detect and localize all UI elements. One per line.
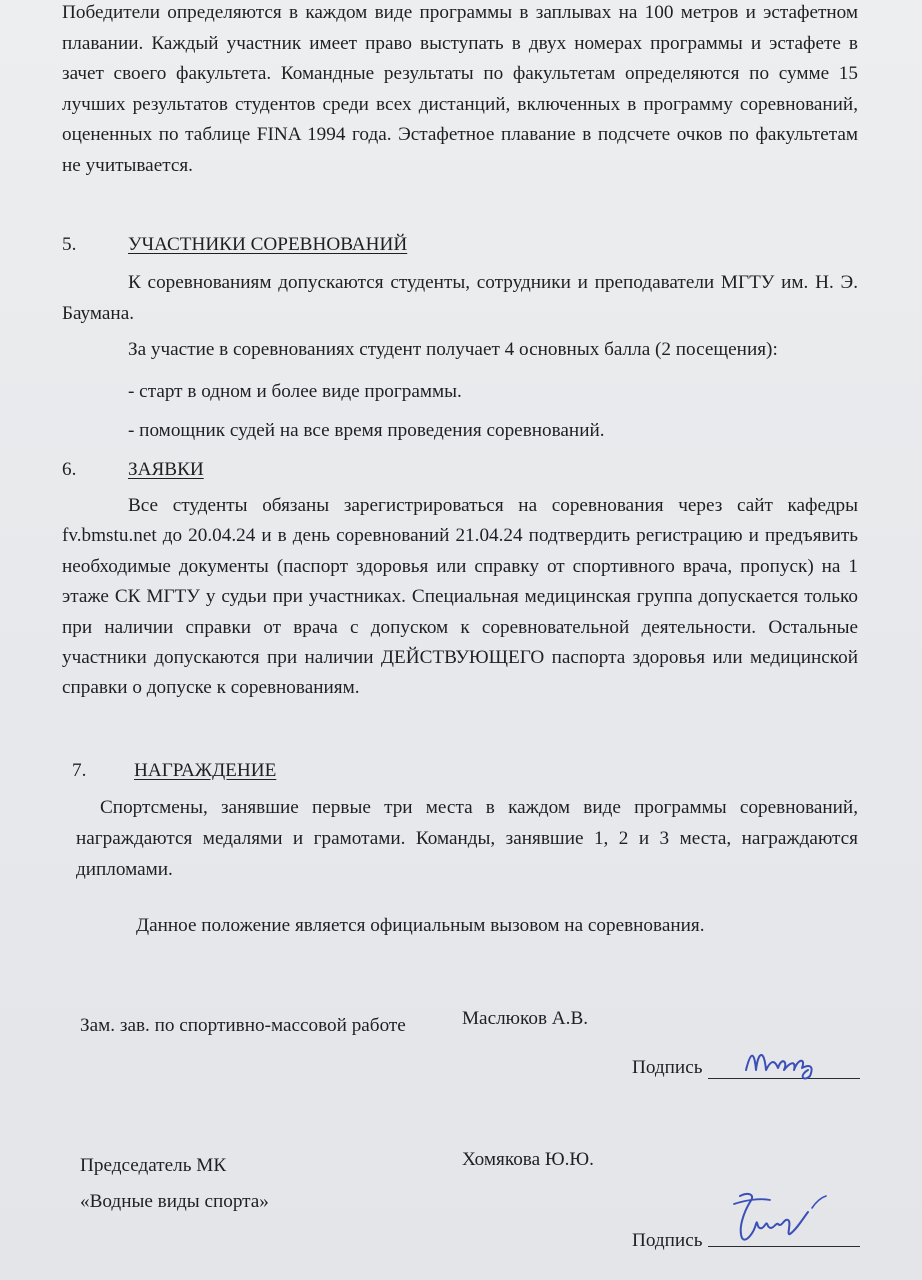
section-7-number: 7. (72, 760, 87, 781)
section-6-text: Все студенты обязаны зарегистрироваться на соревнования через сайт кафедры fv.bmstu.net до 20.04.24 и в день соревнований 21.04.24 подтвердить регистрацию и предъявить необходимые документы (паспорт здоровья или справку от спортивного врача, пропуск) на 1 этаже СК МГТУ у судьи при участниках. Специальная медицинская группа допускается только при наличии справки от врача с допуском к соревновательной деятельности. Остальные участники допускаются при наличии ДЕЙСТВУЮЩЕГО паспорта здоровья или медицинской справки о допуске к соревнованиям. (62, 495, 858, 699)
signatory-2-signature (720, 1188, 830, 1248)
section-7-text: Спортсмены, занявшие первые три места в каждом виде программы соревнований, награждаются медалями и грамотами. Команды, занявшие 1, 2 и 3 места, награждаются дипломами. (76, 797, 858, 880)
section-5-title: УЧАСТНИКИ СОРЕВНОВАНИЙ (128, 234, 408, 255)
signatory-1-signature-label: Подпись (632, 1057, 703, 1078)
section-5-admission: К соревнованиям допускаются студенты, сотрудники и преподаватели МГТУ им. Н. Э. Баумана. (62, 272, 858, 324)
intro-paragraph: Победители определяются в каждом виде программы в заплывах на 100 метров и эстафетном плавании. Каждый участник имеет право выступать в двух номерах программы и эстафете в зачет своего факультета. Командные результаты по факультетам определяются по сумме 15 лучших результатов студентов среди всех дистанций, включенных в программу соревнований, оцененных по таблице FINA 1994 года. Эстафетное плавание в подсчете очков по факультетам не учитывается. (62, 2, 858, 176)
signatory-2-signature-label: Подпись (632, 1230, 703, 1251)
section-5-number: 5. (62, 234, 77, 255)
signatory-2-name: Хомякова Ю.Ю. (462, 1149, 594, 1170)
section-5-item: - старт в одном и более виде программы. (128, 381, 462, 402)
section-6-number: 6. (62, 459, 77, 480)
signatory-1-position: Зам. зав. по спортивно-массовой работе (80, 1015, 406, 1036)
section-5-item: - помощник судей на все время проведения соревнований. (128, 420, 605, 441)
section-5-heading (62, 233, 562, 259)
section-6-heading (62, 458, 462, 484)
signatory-2-position-line2: «Водные виды спорта» (80, 1191, 269, 1212)
section-5-points: За участие в соревнованиях студент получает 4 основных балла (2 посещения): (128, 339, 778, 360)
official-note: Данное положение является официальным вызовом на соревнования. (136, 915, 705, 936)
signatory-2-position-line1: Председатель МК (80, 1155, 227, 1176)
signatory-1-signature (740, 1040, 840, 1084)
section-6-title: ЗАЯВКИ (128, 459, 204, 480)
section-7-title: НАГРАЖДЕНИЕ (134, 760, 277, 781)
signatory-1-name: Маслюков А.В. (462, 1008, 589, 1029)
section-7-heading (62, 759, 462, 785)
